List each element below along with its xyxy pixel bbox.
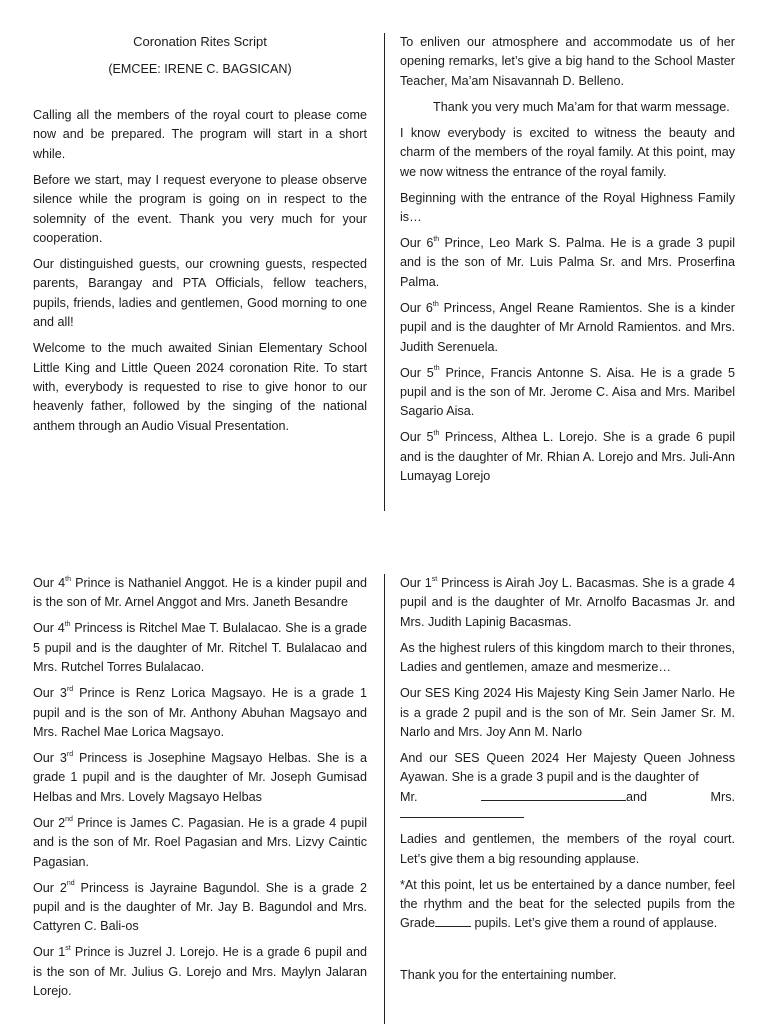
paragraph-6th-princess: Our 6th Princess, Angel Reane Ramientos. She is a kinder pupil and is the daughter of Mr Arnold Ramientos. and Mrs. Judith Serenuela. xyxy=(400,300,735,354)
paragraph-1st-princess: Our 1st Princess is Airah Joy L. Bacasmas. She is a grade 4 pupil and is the daughter of Mr. Arnolfo Bacasmas Jr. and Mrs. Judith Lapinig Bacasmas. xyxy=(400,575,735,629)
paragraph-5th-princess: Our 5th Princess, Althea L. Lorejo. She is a grade 6 pupil and is the daughter of Mr. Rhian A. Lorejo and Mrs. Juli-Ann Lumayag Lorejo xyxy=(400,430,735,484)
paragraph-ses-queen: And our SES Queen 2024 Her Majesty Queen Johness Ayawan. She is a grade 3 pupil and is the daughter of Mr. and Mrs. xyxy=(400,749,735,818)
paragraph-royal-highness: Beginning with the entrance of the Royal Highness Family is… xyxy=(400,190,735,225)
paragraph-2nd-prince: Our 2nd Prince is James C. Pagasian. He is a grade 4 pupil and is the son of Mr. Roel Pagasian and Mrs. Lizvy Caintic Pagasian. xyxy=(33,815,367,869)
paragraph-5th-prince: Our 5th Prince, Francis Antonne S. Aisa. He is a grade 5 pupil and is the son of Mr. Jerome C. Aisa and Mrs. Maribel Sagario Aisa. xyxy=(400,365,736,419)
mother-name-blank xyxy=(400,807,524,818)
paragraph-2nd-princess: Our 2nd Princess is Jayraine Bagundol. She is a grade 2 pupil and is the daughter of Mr. Jay B. Bagundol and Mrs. Cattyren C. Bali-os xyxy=(33,880,367,934)
grade-blank xyxy=(435,914,471,927)
paragraph-3rd-prince: Our 3rd Prince is Renz Lorica Magsayo. He is a grade 1 pupil and is the son of Mr. Anthony Abuhan Magsayo and Mrs. Rachel Mae Lorica Magsayo. xyxy=(33,686,367,740)
emcee-line: (EMCEE: IRENE C. BAGSICAN) xyxy=(108,62,292,76)
paragraph-3rd-princess: Our 3rd Princess is Josephine Magsayo Helbas. She is a grade 1 pupil and is the daughter of Mr. Joseph Gumisad Helbas and Mrs. Lovely Magsayo Helbas xyxy=(33,750,368,804)
paragraph-1st-prince: Our 1st Prince is Juzrel J. Lorejo. He is a grade 6 pupil and is the son of Mr. Julius G. Lorejo and Mrs. Maylyn Jalaran Lorejo. xyxy=(33,945,367,999)
paragraph-request-silence: Before we start, may I request everyone to please observe silence while the program is going on in respect to the solemnity of the event. Thank you very much for your cooperation. xyxy=(33,172,367,246)
column-divider-bottom xyxy=(384,574,385,1024)
paragraph-dance-number: *At this point, let us be entertained by a dance number, feel the rhythm and the beat for the selected pupils from the Grade pupils. Let’s give them a round of applause. xyxy=(400,877,735,931)
script-title: Coronation Rites Script xyxy=(133,34,267,49)
paragraph-greetings: Our distinguished guests, our crowning guests, respected parents, Barangay and PTA Officials, fellow teachers, pupils, friends, ladies and gentlemen, Good morning to one and all! xyxy=(33,257,367,330)
column-top-left xyxy=(33,106,367,443)
paragraph-6th-prince: Our 6th Prince, Leo Mark S. Palma. He is a grade 3 pupil and is the son of Mr. Luis Palma Sr. and Mrs. Proserfina Palma. xyxy=(400,235,736,289)
paragraph-rulers-march: As the highest rulers of this kingdom march to their thrones, Ladies and gentlemen, amaze and mesmerize… xyxy=(400,640,735,675)
paragraph-thank-you: Thank you very much Ma’am for that warm message. xyxy=(433,99,730,114)
paragraph-4th-prince: Our 4th Prince is Nathaniel Anggot. He is a kinder pupil and is the son of Mr. Arnel Anggot and Mrs. Janeth Besandre xyxy=(33,575,368,610)
paragraph-entrance-intro: I know everybody is excited to witness the beauty and charm of the members of the royal family. At this point, may we now witness the entrance of the royal family. xyxy=(400,125,735,179)
column-bottom-right xyxy=(400,574,735,992)
paragraph-call-royal-court: Calling all the members of the royal court to please come now and be prepared. The program will start in a short while. xyxy=(33,108,367,161)
paragraph-thank-entertainment: Thank you for the entertaining number. xyxy=(400,967,617,982)
column-divider-top xyxy=(384,33,385,511)
paragraph-ses-king: Our SES King 2024 His Majesty King Sein Jamer Narlo. He is a grade 2 pupil and is the son of Mr. Sein Jamer Sr. M. Narlo and Mrs. Joy Ann M. Narlo xyxy=(400,686,735,740)
column-bottom-left xyxy=(33,574,367,1008)
father-name-blank xyxy=(481,788,626,801)
column-top-right xyxy=(400,33,735,493)
paragraph-4th-princess: Our 4th Princess is Ritchel Mae T. Bulalacao. She is a grade 5 pupil and is the daughter of Mr. Ritchel T. Bulalacao and Mrs. Rutchel Torres Bulalacao. xyxy=(33,621,367,675)
paragraph-welcome: Welcome to the much awaited Sinian Elementary School Little King and Little Queen 2024 coronation Rite. To start with, everybody is requested to rise to give honor to our heavenly father, followed by the singing of the national anthem through an Audio Visual Presentation. xyxy=(33,341,367,433)
paragraph-royal-court-applause: Ladies and gentlemen, the members of the royal court. Let’s give them a big resounding applause. xyxy=(400,832,735,866)
paragraph-opening-remarks: To enliven our atmosphere and accommodate us of her opening remarks, let’s give a big hand to the School Master Teacher, Ma’am Nisavannah D. Belleno. xyxy=(400,35,735,88)
